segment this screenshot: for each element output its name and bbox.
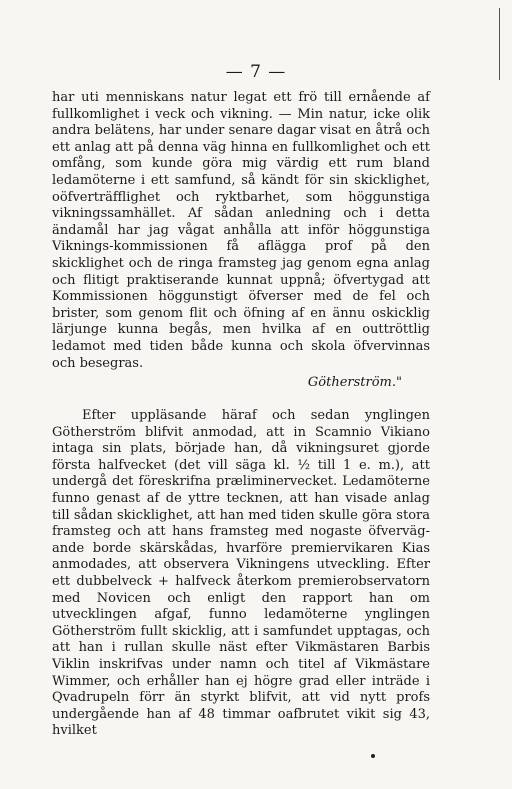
ink-dot: [371, 754, 375, 758]
paragraph-text: Efter uppläsande häraf och sedan ynglingen Götherström blifvit anmodad, att in Scamnio Vikiano intaga sin plats, började han, då vikningsuret gjorde första halfvecket (det vill säga kl. ½ till 1 e. m.), att undergå det föreskrifna præliminervecket. Ledamöterne funno genast af de yttre tecknen, att han visade anlag till sådan skicklighet, att han med tiden skulle göra stora framsteg och att hans framsteg med nogaste öfvervägande borde skärskådas, hvarföre premiervikaren Kias anmodades, att observera Vikningens utveckling. Efter ett dubbelveck + halfveck återkom premierobservatorn med Novicen och enligt den rapport han om utvecklingen afgaf, funno ledamöterne ynglingen Götherström fullt skicklig, att i samfundet upptagas, och att han i rullan skulle näst efter Vikmästaren Barbis Viklin inskrifvas under namn och titel af Vikmästare Wimmer, och erhåller han ej högre grad eller inträde i Qvadrupeln förr än styrkt blifvit, att vid nytt profs undergående han af 48 timmar oafbrutet vikit sig 43, hvilket: [52, 408, 430, 739]
paragraph-text: har uti menniskans natur legat ett frö till ernående af fullkomlighet i veck och vikning. — Min natur, icke olik andra belätens, har under senare dagar visat en åtrå och ett anlag att på denna väg hinna en fullkomlighet och ett omfång, som kunde göra mig värdig ett rum bland ledamöterne i ett samfund, så kändt för sin skicklighet, oöfverträfflighet och ryktbarhet, som höggunstiga vikningssamhället. Af sådan anledning och i detta ändamål har jag vågat anhålla att inför höggunstiga Viknings-kommissionen få aflägga prof på den skicklighet och de ringa framsteg jag genom egna anlag och flitigt praktiserande kunnat uppnå; öfvertygad att Kommissionen höggunstigt öfverser med de fel och brister, som genom flit och öfning af en ännu oskicklig lärjunge kunna begås, men hvilka af en outtröttlig ledamot med tiden både kunna och skola öfvervinnas och besegras.: [52, 90, 430, 371]
narrative-paragraph: [52, 408, 430, 740]
page-number: — 7 —: [225, 62, 287, 82]
signature: Götherström.": [307, 375, 402, 390]
letter-paragraph: [52, 90, 430, 372]
